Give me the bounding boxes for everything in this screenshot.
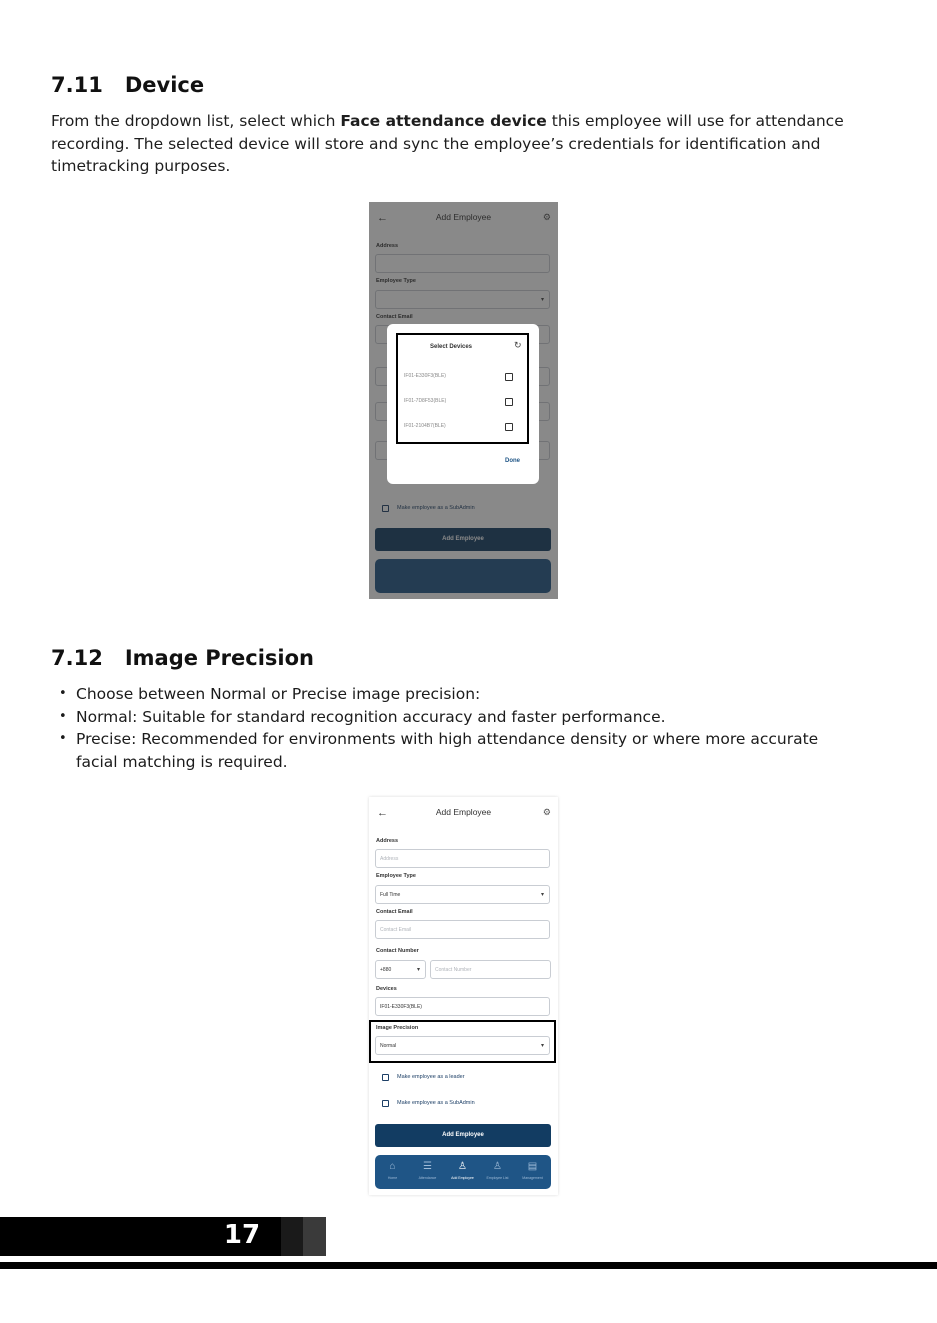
user-icon: ♙ <box>493 1161 502 1172</box>
section-heading-device <box>51 73 204 97</box>
settings-icon[interactable]: ⚙ <box>542 807 551 817</box>
bold-term: Face attendance device <box>340 112 547 130</box>
page-number: 17 <box>223 1220 261 1250</box>
leader-checkbox-label: Make employee as a leader <box>397 1074 465 1080</box>
nav-item-attendance[interactable]: ☰ Attendance <box>410 1161 445 1180</box>
employee-type-label: Employee Type <box>376 873 416 879</box>
contact-email-label: Contact Email <box>376 909 413 915</box>
footer-accent <box>303 1217 326 1256</box>
highlight-box-image-precision <box>369 1020 556 1063</box>
home-icon: ⌂ <box>389 1161 396 1172</box>
device-item: IF01-2104B7(BLE) <box>404 423 446 429</box>
section-number: 7.11 <box>51 73 103 97</box>
dialog-title: Select Devices <box>429 344 473 350</box>
bottom-nav <box>375 1155 551 1189</box>
add-employee-button[interactable]: Add Employee <box>375 1124 551 1147</box>
done-button[interactable]: Done <box>505 458 520 464</box>
footer-bar <box>0 1217 326 1256</box>
employee-type-select[interactable]: Full Time ▾ <box>375 885 550 904</box>
contact-email-input[interactable]: Contact Email <box>375 920 550 939</box>
nav-item-employee-list[interactable]: ♙ Employee List <box>480 1161 515 1180</box>
refresh-icon[interactable]: ↻ <box>514 340 522 350</box>
image-precision-select[interactable]: Normal ▾ <box>375 1036 550 1055</box>
precision-bullets <box>51 683 831 773</box>
device-item: IF01-E330F3(BLE) <box>404 373 446 379</box>
screenshot-add-employee <box>369 797 558 1195</box>
subadmin-checkbox[interactable] <box>382 1100 389 1107</box>
contact-number-input[interactable]: Contact Number <box>430 960 551 979</box>
section-title: Device <box>124 73 205 97</box>
address-input[interactable]: Address <box>375 849 550 868</box>
list-icon: ☰ <box>423 1161 432 1172</box>
image-precision-label: Image Precision <box>376 1025 419 1031</box>
back-arrow-icon[interactable]: ← <box>377 807 388 819</box>
nav-item-home[interactable]: ⌂ Home <box>375 1161 410 1180</box>
bullet-item: • Precise: Recommended for environments with high attendance density or where more accurate facial matching is required. <box>51 728 831 773</box>
management-icon: ▤ <box>527 1161 538 1172</box>
address-label: Address <box>376 838 399 844</box>
screen-title: Add Employee <box>435 807 492 817</box>
contact-number-label: Contact Number <box>376 948 419 954</box>
leader-checkbox[interactable] <box>382 1074 389 1081</box>
devices-label: Devices <box>376 986 397 992</box>
section-heading-image-precision <box>51 646 314 670</box>
devices-input[interactable]: IF01-E330F3(BLE) <box>375 997 550 1016</box>
chevron-down-icon: ▾ <box>416 967 420 973</box>
nav-item-add-employee[interactable]: ♙ Add Employee <box>445 1161 480 1180</box>
section-number: 7.12 <box>51 646 103 670</box>
highlight-box-devices <box>396 333 529 444</box>
device-paragraph: From the dropdown list, select which Face attendance device this employee will use for attendance recording. The selected device will store and sync the employee’s credentials for identification and timetracking purposes. <box>51 112 844 175</box>
bullet-item: • Normal: Suitable for standard recognition accuracy and faster performance. <box>51 706 831 729</box>
device-item: IF01-7D8F53(BLE) <box>404 398 447 404</box>
nav-item-management[interactable]: ▤ Management <box>515 1161 550 1180</box>
chevron-down-icon: ▾ <box>540 892 544 898</box>
country-code-select[interactable]: +880 ▾ <box>375 960 426 979</box>
footer-rule <box>0 1262 937 1269</box>
subadmin-checkbox-label: Make employee as a SubAdmin <box>397 1100 475 1106</box>
bullet-item: • Choose between Normal or Precise image precision: <box>51 683 831 706</box>
section-title: Image Precision <box>124 646 314 670</box>
chevron-down-icon: ▾ <box>540 1043 544 1049</box>
user-add-icon: ♙ <box>458 1161 467 1172</box>
app-header <box>369 797 558 827</box>
footer-accent <box>281 1217 303 1256</box>
